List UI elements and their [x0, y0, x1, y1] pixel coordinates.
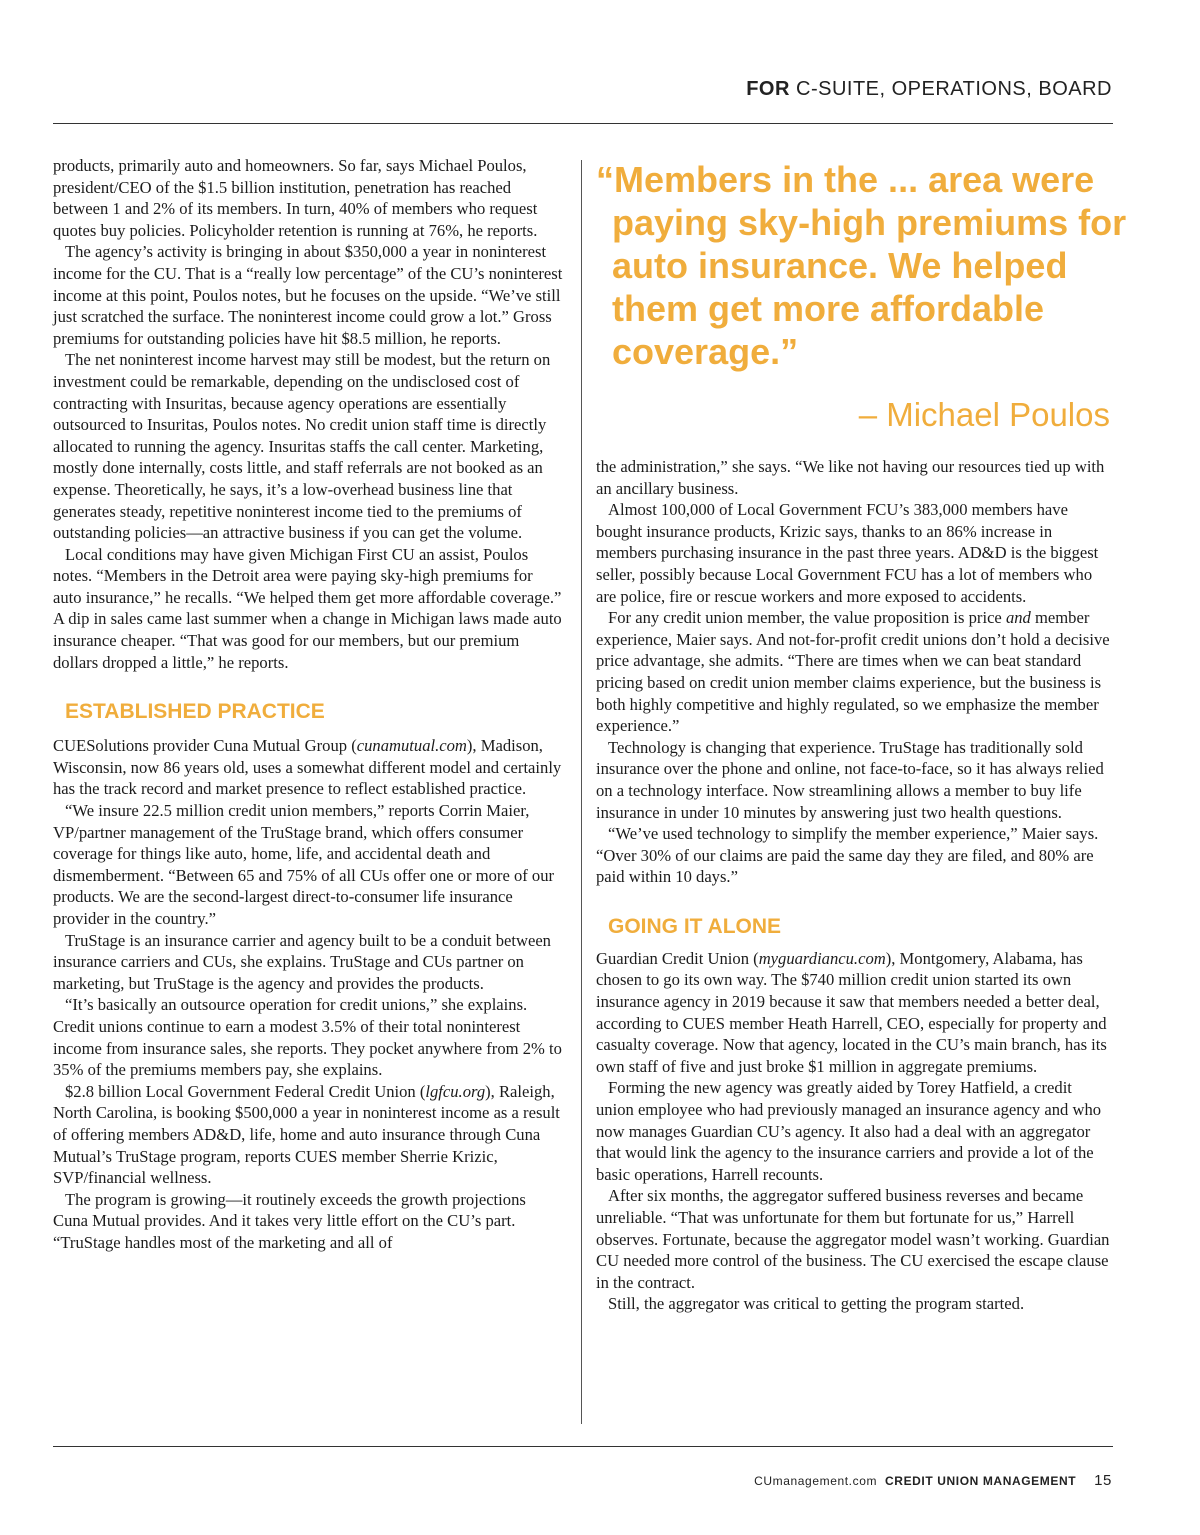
pull-quote: “Members in the ... area were paying sky-high premiums for auto insurance. We helped them get more affordable coverage.”: [596, 159, 1127, 372]
section-header: [746, 78, 1112, 101]
section-heading-going-it-alone: GOING IT ALONE: [608, 914, 782, 938]
pull-quote-attribution: – Michael Poulos: [858, 396, 1110, 433]
body-paragraph: Local conditions may have given Michigan First CU an assist, Poulos notes. “Members in the Detroit area were paying sky-high premiums for auto insurance,” he recalls. “We helped them get more affordable coverage.” A dip in sales came last summer when a change in Michigan laws made auto insurance cheaper. “That was good for our members, but our premium dollars dropped a little,” he reports.: [53, 544, 562, 672]
website-myguardiancu: myguardiancu.com: [758, 948, 886, 968]
body-paragraph: The agency’s activity is bringing in about $350,000 a year in noninterest income for the CU. That is a “really low percentage” of the CU’s noninterest income at this point, Poulos notes, but he focuses on the upside. “We’ve still just scratched the surface. The noninterest income could grow a lot.” Gross premiums for outstanding policies have hit $8.5 million, he reports.: [53, 242, 563, 348]
body-paragraph: products, primarily auto and homeowners. So far, says Michael Poulos, president/CEO of the $1.5 billion institution, penetration has reached between 1 and 2% of its members. In turn, 40% of members who request quotes buy policies. Policyholder retention is running at 76%, he reports.: [53, 156, 538, 240]
left-column: [53, 155, 563, 1254]
body-paragraph: the administration,” she says. “We like not having our resources tied up with an ancillary business.: [596, 457, 1105, 498]
column-divider: [581, 160, 582, 1424]
footer-site: CUmanagement.com: [754, 1474, 878, 1488]
body-paragraph: CUESolutions provider Cuna Mutual Group (cunamutual.com), Madison, Wisconsin, now 86 years old, uses a somewhat different model and certainly has the track record and market presence to reflect established practice.: [53, 736, 562, 799]
body-paragraph: Forming the new agency was greatly aided by Torey Hatfield, a credit union employee who had previously managed an insurance agency and who now manages Guardian CU’s agency. It also had a deal with an aggregator that would link the agency to the insurance carriers and provide a lot of the basic operations, Harrell recounts.: [596, 1078, 1102, 1184]
body-paragraph: The net noninterest income harvest may still be modest, but the return on investment could be remarkable, depending on the undisclosed cost of contracting with Insuritas, because agency operations are essentially outsourced to Insuritas, Poulos notes. No credit union staff time is directly allocated to running the agency. Insuritas staffs the call center. Marketing, mostly done internally, costs little, and staff referrals are not booked as an expense. Theoretically, he says, it’s a low-overhead business line that generates steady, repetitive noninterest income tied to the premiums of outstanding policies—an attractive business if you can get the volume.: [53, 350, 551, 543]
header-for-label: FOR: [746, 78, 790, 100]
page-number: 15: [1094, 1472, 1112, 1489]
body-paragraph: Still, the aggregator was critical to getting the program started.: [608, 1294, 1025, 1314]
body-paragraph: $2.8 billion Local Government Federal Credit Union (lgfcu.org), Raleigh, North Carolina, is booking $500,000 a year in noninterest income as a result of offering members AD&D, life, home and auto insurance through Cuna Mutual’s TruStage program, reports CUES member Sherrie Krizic, SVP/financial wellness.: [53, 1081, 560, 1188]
top-rule: [53, 123, 1113, 124]
body-paragraph: The program is growing—it routinely exceeds the growth projections Cuna Mutual provides. And it takes very little effort on the CU’s part. “TruStage handles most of the marketing and all of: [53, 1189, 526, 1252]
right-column: [596, 456, 1110, 1315]
body-paragraph: TruStage is an insurance carrier and agency built to be a conduit between insurance carriers and CUs, she explains. TruStage and CUs partner on marketing, but TruStage is the agency and provides the products.: [53, 930, 551, 993]
footer-publication: CREDIT UNION MANAGEMENT: [885, 1474, 1077, 1488]
body-paragraph: For any credit union member, the value proposition is price and member experience, Maier says. And not-for-profit credit unions don’t hold a decisive price advantage, she admits. “There are times when we can beat standard pricing based on credit union member claims experience, but the business is both highly competitive and highly regulated, so we emphasize the member experience.”: [596, 608, 1110, 736]
body-paragraph: Almost 100,000 of Local Government FCU’s 383,000 members have bought insurance products, Krizic says, thanks to an 86% increase in members purchasing insurance in the past three years. AD&D is the biggest seller, possibly because Local Government FCU has a lot of members who are police, fire or rescue workers and more exposed to accidents.: [596, 500, 1099, 606]
body-paragraph: “We insure 22.5 million credit union members,” reports Corrin Maier, VP/partner management of the TruStage brand, which offers consumer coverage for things like auto, home, life, and accidental death and dismemberment. “Between 65 and 75% of all CUs offer one or more of our products. We are the second-largest direct-to-consumer life insurance provider in the country.”: [53, 801, 555, 928]
body-paragraph: After six months, the aggregator suffered business reverses and became unreliable. “That was unfortunate for them but fortunate for us,” Harrell observes. Fortunate, because the aggregator model wasn’t working. Guardian CU needed more control of the business. The CU exercised the escape clause in the contract.: [596, 1186, 1110, 1292]
page-footer: [754, 1472, 1112, 1489]
header-audience: C-SUITE, OPERATIONS, BOARD: [796, 78, 1112, 100]
body-paragraph: “It’s basically an outsource operation for credit unions,” she explains. Credit unions continue to earn a modest 3.5% of their total noninterest income from insurance sales, she reports. They pocket anywhere from 2% to 35% of the premiums members pay, she explains.: [53, 995, 562, 1080]
body-paragraph: “We’ve used technology to simplify the member experience,” Maier says. “Over 30% of our claims are paid the same day they are filed, and 80% are paid within 10 days.”: [596, 824, 1099, 887]
body-paragraph: Technology is changing that experience. TruStage has traditionally sold insurance over the phone and online, not face-to-face, so it has always relied on a technology interface. Now streamlining allows a member to buy life insurance in under 10 minutes by answering just two health questions.: [596, 737, 1104, 822]
emphasis-and: and: [1005, 608, 1031, 628]
section-heading-established-practice: ESTABLISHED PRACTICE: [65, 700, 325, 724]
website-lgfcu: lgfcu.org: [425, 1081, 486, 1101]
website-cunamutual: cunamutual.com: [356, 736, 467, 756]
body-paragraph: Guardian Credit Union (myguardiancu.com), Montgomery, Alabama, has chosen to go its own way. The $740 million credit union started its own insurance agency in 2019 because it saw that members needed a better deal, according to CUES member Heath Harrell, CEO, especially for property and casualty coverage. Now that agency, located in the CU’s main branch, has its own staff of five and just broke $1 million in aggregate premiums.: [596, 948, 1107, 1076]
bottom-rule: [53, 1446, 1113, 1447]
